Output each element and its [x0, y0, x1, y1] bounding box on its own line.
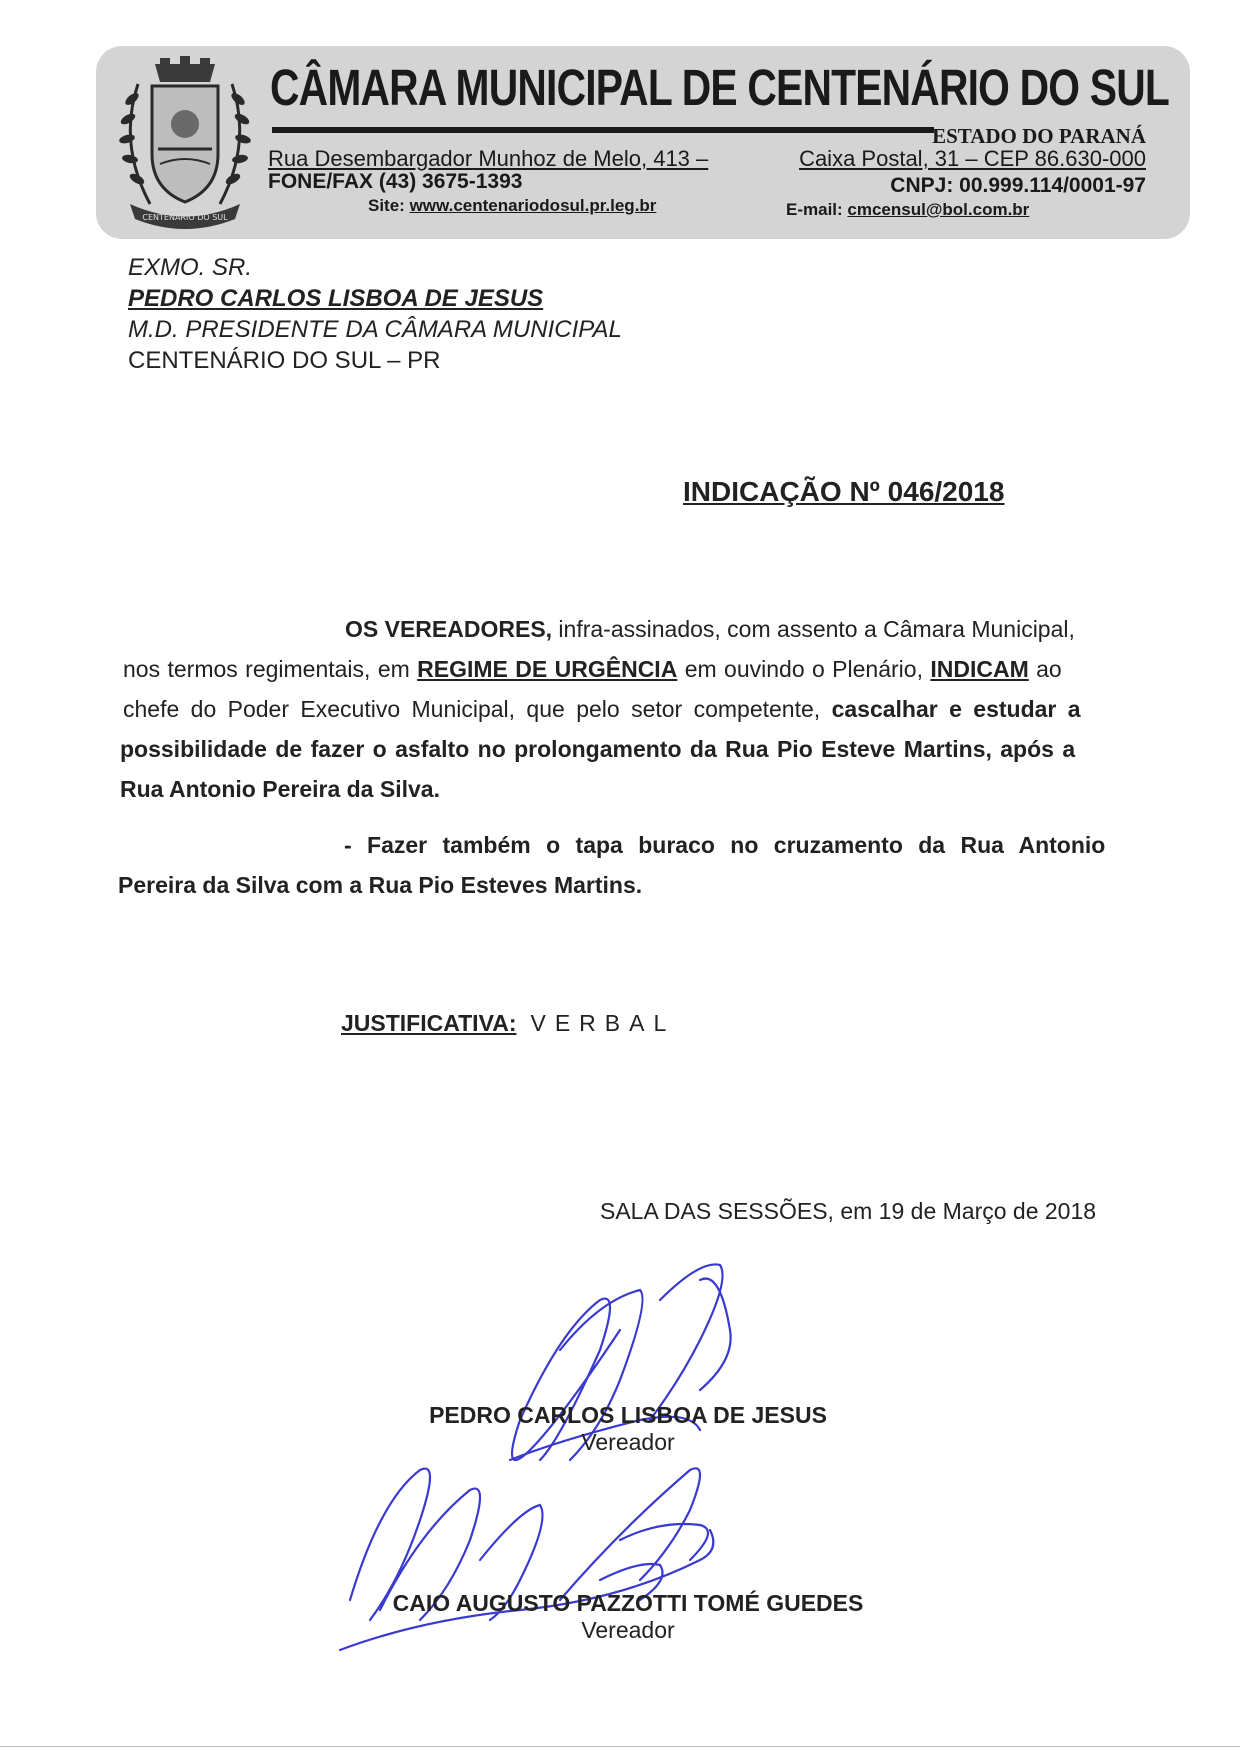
body-line-4: possibilidade de fazer o asfalto no prolongamento da Rua Pio Esteve Martins, após a: [120, 736, 1076, 762]
body-vereadores: OS VEREADORES,: [345, 616, 553, 642]
municipal-crest-icon: [110, 54, 260, 230]
addressee-role: M.D. PRESIDENTE DA CÂMARA MUNICIPAL: [128, 316, 622, 343]
letterhead-cnpj: CNPJ: 00.999.114/0001-97: [890, 174, 1146, 197]
body-l2-a: nos termos regimentais, em: [123, 656, 418, 682]
page-bottom-rule: [0, 1746, 1240, 1747]
letterhead-phone: FONE/FAX (43) 3675-1393: [268, 170, 523, 193]
justification-value: VERBAL: [530, 1010, 676, 1036]
body-line-2: [123, 656, 1062, 683]
body-line-7: Pereira da Silva com a Rua Pio Esteves Martins.: [118, 872, 643, 898]
letterhead-email: [786, 200, 1029, 220]
email-link[interactable]: cmcensul@bol.com.br: [847, 200, 1030, 219]
letterhead-rule: [272, 127, 934, 133]
addressee-city: CENTENÁRIO DO SUL – PR: [128, 347, 441, 374]
body-line-5: Rua Antonio Pereira da Silva.: [120, 776, 440, 802]
letterhead: [96, 46, 1190, 239]
body-line-6: - Fazer também o tapa buraco no cruzamento da Rua Antonio: [344, 832, 1106, 858]
addressee-name: PEDRO CARLOS LISBOA DE JESUS: [128, 285, 544, 312]
letterhead-postal: Caixa Postal, 31 – CEP 86.630-000: [799, 146, 1146, 171]
place-and-date: SALA DAS SESSÕES, em 19 de Março de 2018: [600, 1198, 1097, 1224]
email-label: E-mail:: [786, 200, 848, 219]
body-l2-c: em ouvindo o Plenário,: [677, 656, 931, 682]
site-link[interactable]: www.centenariodosul.pr.leg.br: [409, 196, 657, 215]
body-regime-urgencia: REGIME DE URGÊNCIA: [417, 656, 678, 682]
signer-1-role: Vereador: [581, 1429, 675, 1455]
letterhead-site: [368, 196, 656, 216]
letterhead-address: Rua Desembargador Munhoz de Melo, 413 –: [268, 146, 709, 171]
body-l1-rest: infra-assinados, com assento a Câmara Municipal,: [552, 616, 1075, 642]
signer-2: [343, 1590, 913, 1644]
justification-label: JUSTIFICATIVA:: [341, 1010, 517, 1036]
crest-ribbon-text: CENTENÁRIO DO SUL: [142, 213, 228, 222]
body-line-3: [123, 696, 1081, 723]
signer-2-role: Vereador: [581, 1617, 675, 1643]
justification: [341, 1010, 675, 1037]
body-indicam: INDICAM: [930, 656, 1029, 682]
body-l3-b: cascalhar e estudar a: [831, 696, 1081, 722]
document-title: INDICAÇÃO Nº 046/2018: [683, 476, 1005, 507]
letterhead-state: ESTADO DO PARANÁ: [932, 124, 1146, 148]
body-line-1: [345, 616, 1075, 643]
letterhead-title: CÂMARA MUNICIPAL DE CENTENÁRIO DO SUL: [270, 59, 1169, 116]
site-label: Site:: [368, 196, 410, 215]
signer-1: [398, 1402, 858, 1456]
body-l3-a: chefe do Poder Executivo Municipal, que pelo setor competente,: [123, 696, 832, 722]
addressee-salutation: EXMO. SR.: [128, 254, 253, 281]
body-l2-e: ao: [1028, 656, 1062, 682]
signer-2-name: CAIO AUGUSTO PAZZOTTI TOMÉ GUEDES: [392, 1590, 864, 1616]
signer-1-name: PEDRO CARLOS LISBOA DE JESUS: [429, 1402, 827, 1428]
